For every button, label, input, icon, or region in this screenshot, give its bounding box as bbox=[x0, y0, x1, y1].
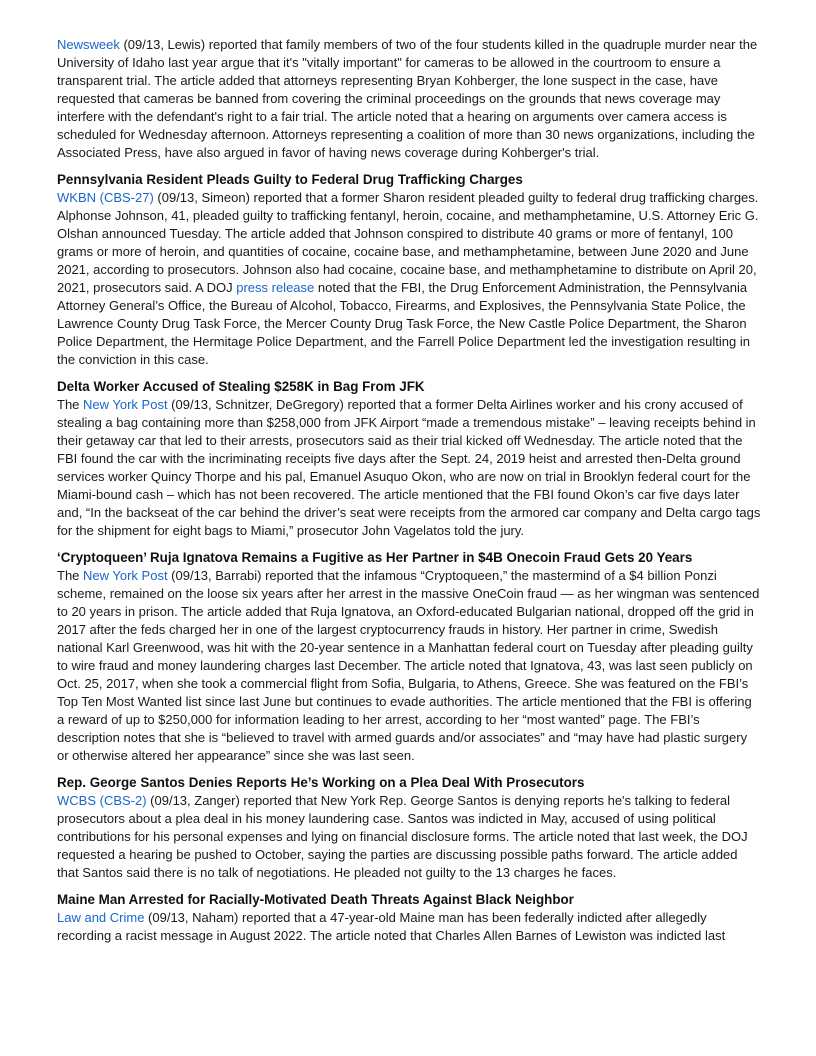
article-text: The New York Post (09/13, Barrabi) reported that the infamous “Cryptoqueen,” the mastermind of a $4 billion Ponzi scheme, remained on the loose six years after her arrest in the massive OneCoin fraud — as her wingman was sentenced to 20 years in prison. The article added that Ruja Ignatova, an Oxford-educated Bulgarian national, dropped off the grid in 2017 after the feds charged her in one of the largest cryptocurrency frauds in history. Her partner in crime, Swedish national Karl Greenwood, was hit with the 20-year sentence in a Manhattan federal court on Tuesday after pleading guilty to wire fraud and money laundering charges last December. The article noted that Ignatova, 43, was last seen publicly on Oct. 25, 2017, when she took a commercial flight from Sofia, Bulgaria, to Athens, Greece. She was featured on the FBI’s Top Ten Most Wanted list since last June but continues to evade authorities. The article mentioned that the FBI is offering a reward of up to $250,000 for information leading to her arrest, according to her “most wanted” page. The FBI’s description notes that she is “believed to travel with armed guards and/or associates” and “may have had plastic surgery or otherwise altered her appearance” since she was last seen. bbox=[57, 568, 760, 763]
source-link-newsweek[interactable]: Newsweek bbox=[57, 37, 120, 52]
article-text: WCBS (CBS-2) (09/13, Zanger) reported that New York Rep. George Santos is denying reports he's talking to federal prosecutors about a plea deal in his money laundering case. Santos was indicted in May, accused of using political contributions for his personal expenses and lying on financial disclosure forms. The article noted that last week, the DOJ requested a hearing be pushed to October, saying the parties are discussing possible paths forward. The article added that Santos said there is no talk of negotiations. He pleaded not guilty to the 13 charges he faces. bbox=[57, 793, 748, 880]
article-text: The New York Post (09/13, Schnitzer, DeGregory) reported that a former Delta Airlines worker and his crony accused of stealing a bag containing more than $258,000 from JFK Airport “made a tremendous mistake” – leaving receipts behind in their getaway car that led to their arrests, prosecutors said as their trial kicked off Wednesday. The article noted that the FBI found the car with the incriminating receipts five days after the Sept. 24, 2019 heist and arrested then-Delta ground services worker Quincy Thorpe and his pal, Emanuel Asuquo Okon, who are now on trial in Brooklyn federal court for the Miami-bound cash – which has not been recovered. The article mentioned that the FBI found Okon’s car five days later and, “In the backseat of the car behind the driver’s seat were receipts from the armored car company and Delta cargo tags for the shipment for eight bags to Miami,” prosecutor John Vagelatos told the jury. bbox=[57, 397, 761, 538]
article-headline: Delta Worker Accused of Stealing $258K in Bag From JFK bbox=[57, 379, 425, 394]
news-digest bbox=[57, 36, 761, 954]
article-headline: ‘Cryptoqueen’ Ruja Ignatova Remains a Fugitive as Her Partner in $4B Onecoin Fraud Gets 20 Years bbox=[57, 550, 693, 565]
article-delta-worker bbox=[57, 378, 761, 540]
article-text: Law and Crime (09/13, Naham) reported that a 47-year-old Maine man has been federally indicted after allegedly recording a racist message in August 2022. The article noted that Charles Allen Barnes of Lewiston was indicted last bbox=[57, 910, 726, 943]
article-headline: Pennsylvania Resident Pleads Guilty to Federal Drug Trafficking Charges bbox=[57, 172, 523, 187]
article-santos bbox=[57, 774, 761, 882]
source-link-law-and-crime[interactable]: Law and Crime bbox=[57, 910, 145, 925]
source-link-nypost[interactable]: New York Post bbox=[83, 568, 168, 583]
article-text: Newsweek (09/13, Lewis) reported that family members of two of the four students killed in the quadruple murder near the University of Idaho last year argue that it's "vitally important" for cameras to be allowed in the courtroom to ensure a transparent trial. The article added that attorneys representing Bryan Kohberger, the lone suspect in the case, have requested that cameras be banned from covering the criminal proceedings on the grounds that news coverage may interfere with the defendant's right to a fair trial. The article noted that a hearing on arguments over camera access is scheduled for Wednesday afternoon. Attorneys representing a coalition of more than 30 news organizations, including the Associated Press, have also argued in favor of having news coverage during Kohberger's trial. bbox=[57, 37, 758, 160]
press-release-link[interactable]: press release bbox=[236, 280, 315, 295]
article-text: WKBN (CBS-27) (09/13, Simeon) reported that a former Sharon resident pleaded guilty to federal drug trafficking charges. Alphonse Johnson, 41, pleaded guilty to trafficking fentanyl, heroin, cocaine, and methamphetamine, U.S. Attorney Eric G. Olshan announced Tuesday. The article added that Johnson conspired to distribute 40 grams or more of fentanyl, 100 grams or more of heroin, and quantities of cocaine, cocaine base, and methamphetamine, between June 2020 and June 2021, according to prosecutors. Johnson also had cocaine, cocaine base, and methamphetamine to distribute on April 20, 2021, prosecutors said. A DOJ press release noted that the FBI, the Drug Enforcement Administration, the Pennsylvania Attorney General’s Office, the Bureau of Alcohol, Tobacco, Firearms, and Explosives, the Pennsylvania State Police, the Lawrence County Drug Task Force, the Mercer County Drug Task Force, the New Castle Police Department, the Sharon Police Department, the Hermitage Police Department, and the Farrell Police Department led the investigation resulting in the conviction in this case. bbox=[57, 190, 759, 367]
article-pennsylvania-drug bbox=[57, 171, 761, 369]
article-cryptoqueen bbox=[57, 549, 761, 765]
source-link-wcbs[interactable]: WCBS (CBS-2) bbox=[57, 793, 147, 808]
article-headline: Rep. George Santos Denies Reports He’s Working on a Plea Deal With Prosecutors bbox=[57, 775, 585, 790]
article-newsweek-idaho bbox=[57, 36, 761, 162]
source-link-nypost[interactable]: New York Post bbox=[83, 397, 168, 412]
article-maine-threats bbox=[57, 891, 761, 945]
source-link-wkbn[interactable]: WKBN (CBS-27) bbox=[57, 190, 154, 205]
article-headline: Maine Man Arrested for Racially-Motivated Death Threats Against Black Neighbor bbox=[57, 892, 574, 907]
